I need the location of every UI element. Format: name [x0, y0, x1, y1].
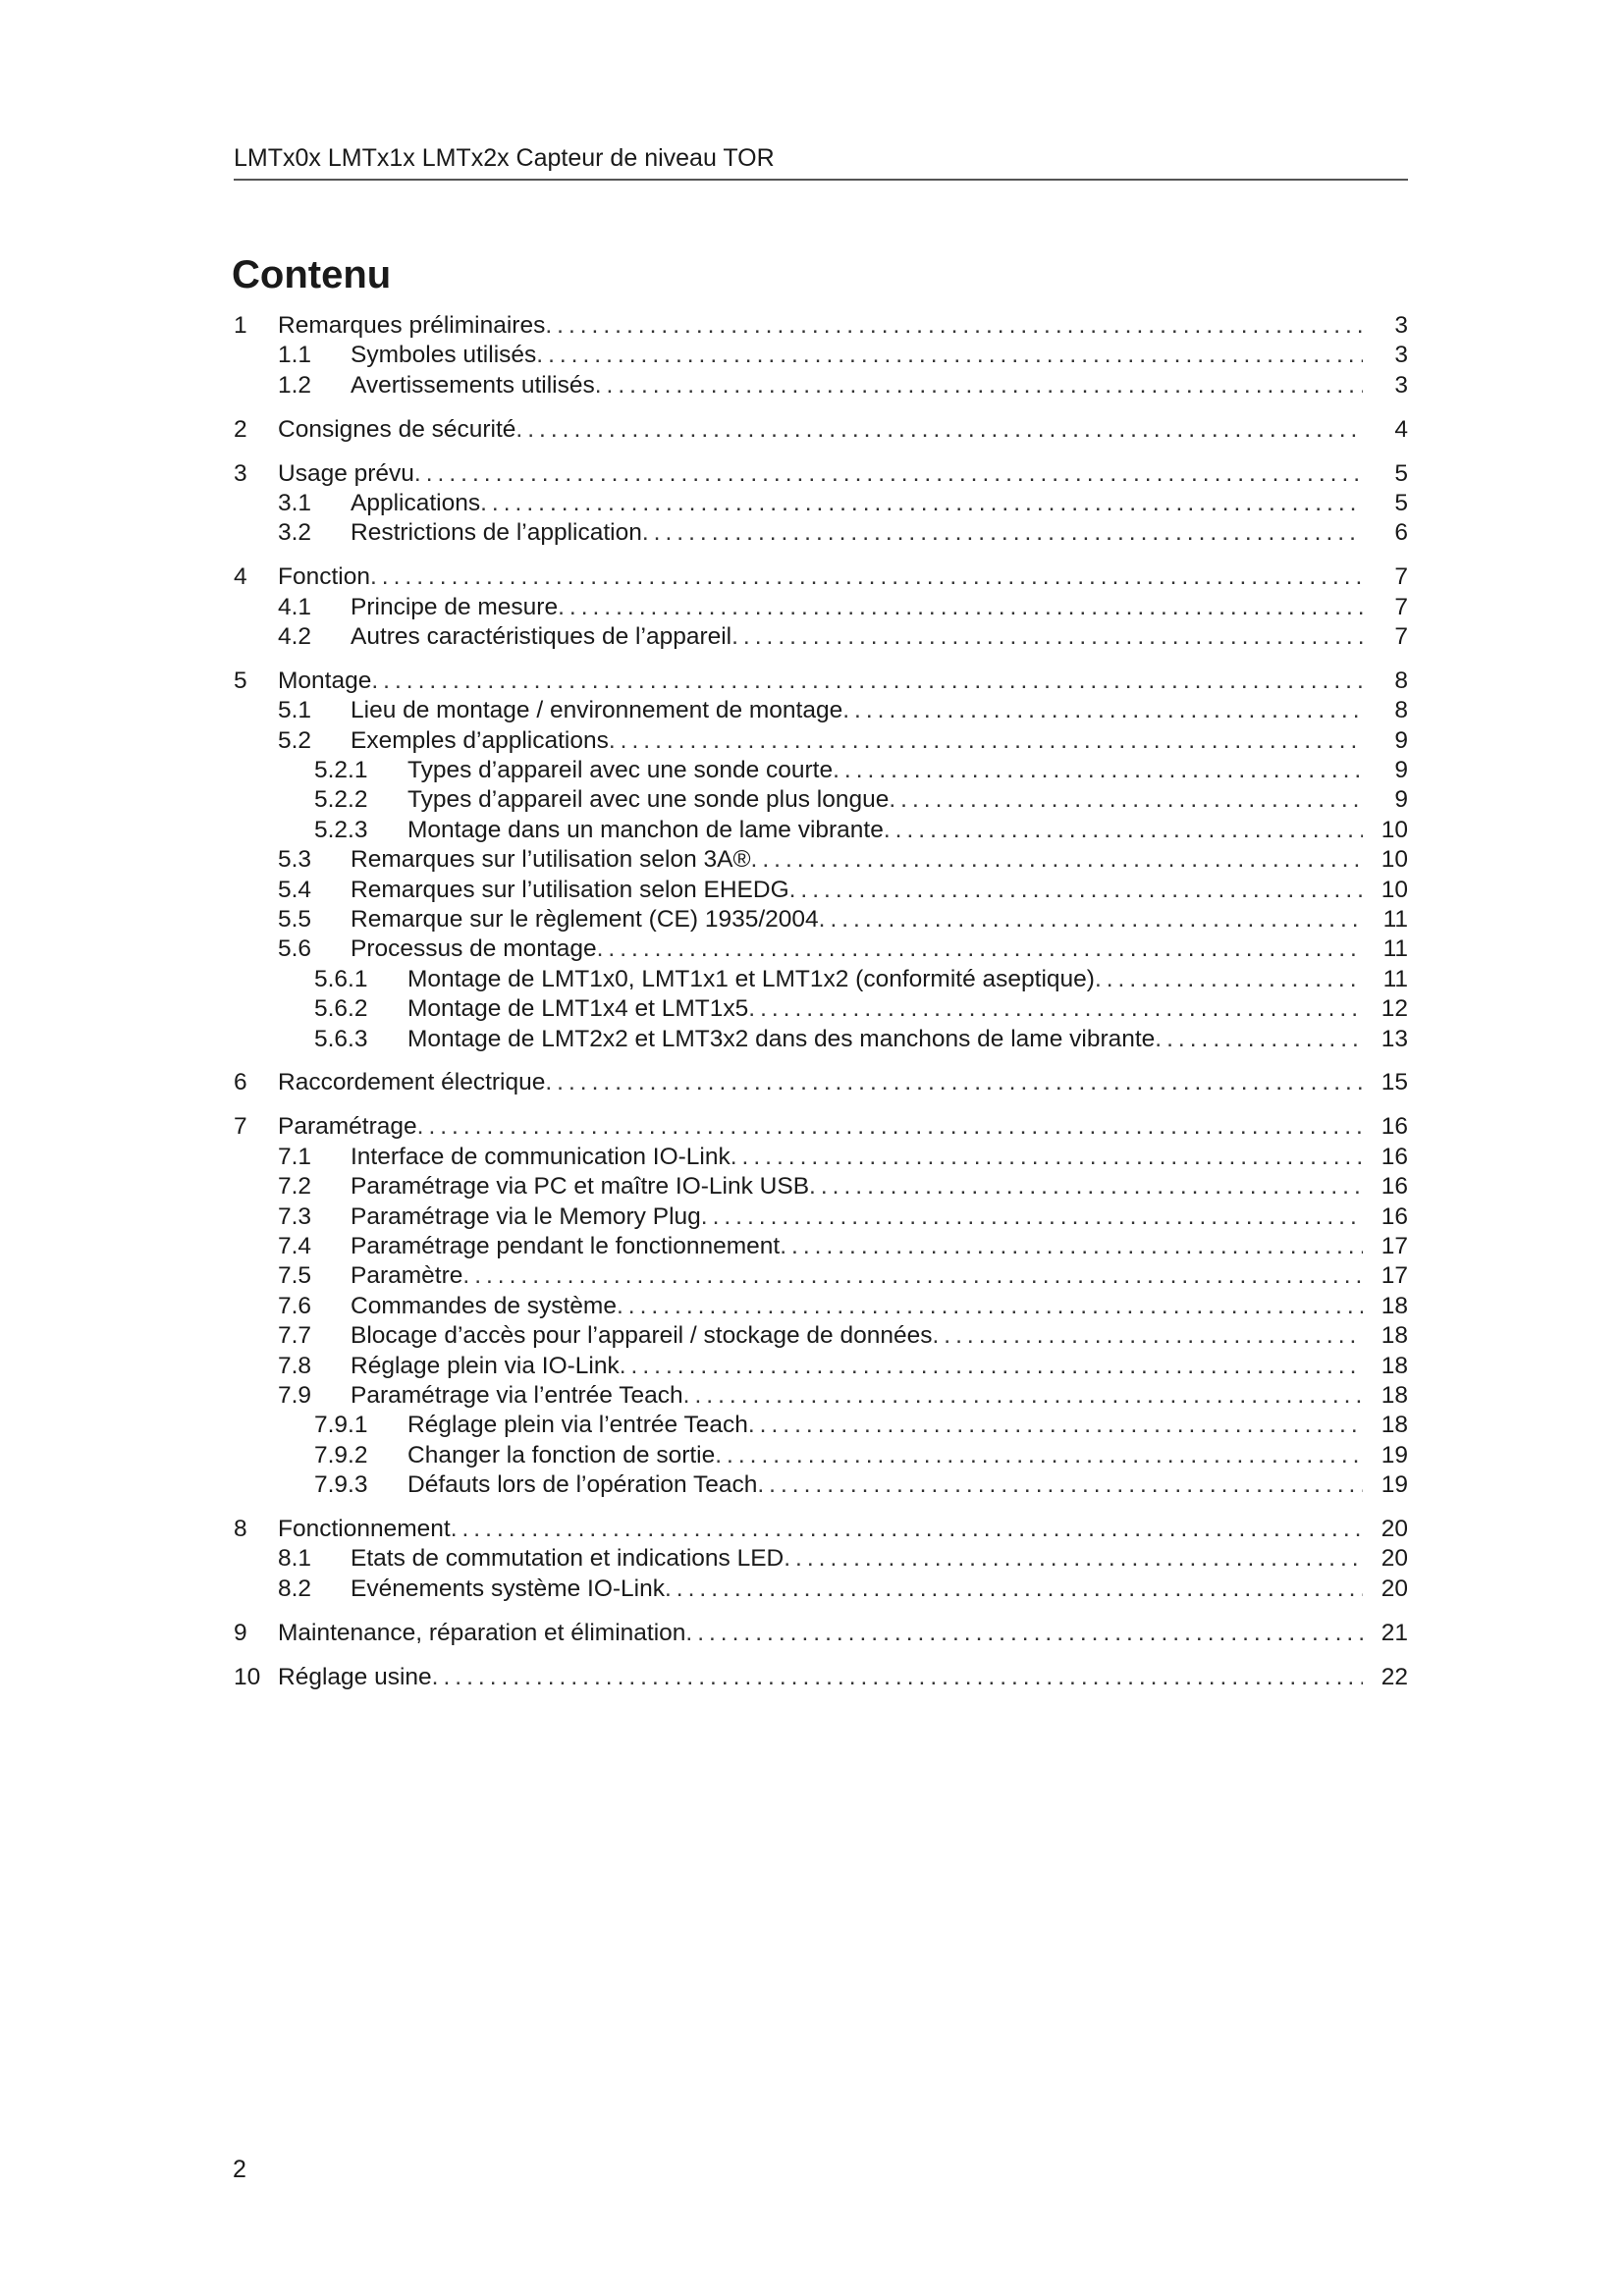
toc-entry-title: Paramétrage via l’entrée Teach	[351, 1381, 683, 1409]
toc-entry-title: Réglage plein via IO-Link	[351, 1352, 620, 1379]
toc-entry-level-2[interactable]	[234, 846, 1408, 876]
toc-leader-dots	[809, 1173, 1363, 1201]
toc-entry-number: 5.6	[278, 935, 312, 963]
toc-leader-dots	[1095, 966, 1363, 993]
toc-entry-level-2[interactable]	[234, 1575, 1408, 1605]
toc-entry-title: Remarques sur l’utilisation selon EHEDG	[351, 876, 789, 903]
toc-section	[234, 1069, 1408, 1098]
toc-entry-title: Types d’appareil avec une sonde plus longue	[407, 786, 890, 814]
toc-entry-title: Symboles utilisés	[351, 342, 537, 369]
toc-entry-number: 5.3	[278, 846, 312, 874]
table-of-contents	[234, 312, 1408, 1707]
toc-entry-number: 7.9.1	[314, 1412, 368, 1439]
toc-entry-page: 11	[1382, 935, 1408, 963]
toc-entry-page: 18	[1380, 1352, 1408, 1379]
toc-entry-level-2[interactable]	[234, 490, 1408, 519]
toc-entry-number: 5.2.1	[314, 757, 368, 784]
toc-entry-title: Fonction	[278, 563, 370, 591]
toc-leader-dots	[683, 1382, 1363, 1410]
toc-entry-title: Restrictions de l’application	[351, 519, 642, 547]
toc-entry-page: 16	[1380, 1173, 1408, 1201]
toc-entry-number: 2	[234, 415, 247, 443]
toc-leader-dots	[789, 877, 1363, 904]
running-header: LMTx0x LMTx1x LMTx2x Capteur de niveau TOR	[234, 143, 1408, 181]
toc-entry-page: 17	[1380, 1232, 1408, 1259]
toc-leader-dots	[462, 1262, 1363, 1290]
toc-entry-title: Paramétrage via PC et maître IO-Link USB	[351, 1173, 810, 1201]
toc-leader-dots	[784, 1545, 1363, 1573]
toc-entry-title: Remarques préliminaires	[278, 312, 546, 339]
toc-entry-level-2[interactable]	[234, 877, 1408, 906]
toc-leader-dots	[595, 372, 1363, 400]
toc-entry-title: Usage prévu	[278, 459, 414, 487]
toc-entry-title: Raccordement électrique	[278, 1069, 546, 1096]
toc-entry-level-2[interactable]	[234, 1293, 1408, 1322]
toc-entry-title: Paramètre	[351, 1262, 463, 1290]
toc-leader-dots	[780, 1233, 1363, 1260]
toc-entry-title: Types d’appareil avec une sonde courte	[407, 757, 834, 784]
toc-entry-level-2[interactable]	[234, 697, 1408, 726]
toc-entry-level-1[interactable]	[234, 460, 1408, 490]
toc-entry-level-3[interactable]	[234, 757, 1408, 786]
toc-entry-page: 9	[1394, 757, 1408, 784]
toc-entry-page: 20	[1380, 1575, 1408, 1602]
toc-entry-level-2[interactable]	[234, 1203, 1408, 1233]
toc-entry-page: 12	[1380, 995, 1408, 1023]
toc-entry-page: 22	[1380, 1663, 1408, 1690]
toc-entry-number: 4	[234, 563, 247, 591]
toc-entry-page: 3	[1394, 312, 1408, 339]
toc-entry-number: 7.5	[278, 1262, 312, 1290]
toc-entry-title: Blocage d’accès pour l’appareil / stockage de données	[351, 1322, 933, 1350]
toc-entry-title: Montage dans un manchon de lame vibrante	[407, 816, 884, 843]
toc-entry-page: 20	[1380, 1515, 1408, 1542]
toc-entry-page: 18	[1380, 1412, 1408, 1439]
toc-entry-level-2[interactable]	[234, 372, 1408, 401]
toc-entry-page: 13	[1380, 1025, 1408, 1052]
toc-entry-page: 17	[1380, 1262, 1408, 1290]
toc-entry-number: 5	[234, 667, 247, 694]
toc-entry-page: 18	[1380, 1322, 1408, 1350]
toc-entry-number: 3	[234, 459, 247, 487]
toc-entry-page: 7	[1394, 563, 1408, 591]
toc-entry-title: Applications	[351, 489, 481, 516]
toc-leader-dots	[432, 1664, 1363, 1691]
toc-entry-number: 7.1	[278, 1143, 312, 1170]
toc-entry-number: 7.2	[278, 1173, 312, 1201]
toc-leader-dots	[932, 1322, 1363, 1350]
toc-entry-page: 11	[1382, 965, 1408, 992]
toc-entry-level-2[interactable]	[234, 935, 1408, 965]
toc-entry-title: Défauts lors de l’opération Teach	[407, 1471, 758, 1499]
toc-entry-level-2[interactable]	[234, 342, 1408, 371]
toc-entry-level-2[interactable]	[234, 1233, 1408, 1262]
toc-entry-title: Réglage plein via l’entrée Teach	[407, 1412, 748, 1439]
toc-entry-level-2[interactable]	[234, 1173, 1408, 1202]
toc-leader-dots	[417, 1113, 1363, 1141]
toc-section	[234, 416, 1408, 446]
toc-entry-level-3[interactable]	[234, 1412, 1408, 1441]
toc-entry-number: 1.1	[278, 342, 312, 369]
toc-leader-dots	[597, 935, 1363, 963]
toc-entry-number: 3.1	[278, 489, 312, 516]
toc-entry-page: 19	[1380, 1471, 1408, 1499]
toc-entry-page: 10	[1380, 876, 1408, 903]
toc-entry-page: 7	[1394, 593, 1408, 620]
toc-entry-level-1[interactable]	[234, 1620, 1408, 1649]
toc-leader-dots	[609, 727, 1363, 755]
toc-entry-page: 10	[1380, 846, 1408, 874]
toc-leader-dots	[715, 1442, 1363, 1469]
toc-leader-dots	[370, 563, 1363, 591]
toc-entry-page: 5	[1394, 459, 1408, 487]
toc-entry-number: 5.5	[278, 906, 312, 934]
toc-entry-number: 7.8	[278, 1352, 312, 1379]
toc-entry-level-1[interactable]	[234, 667, 1408, 697]
toc-section	[234, 1516, 1408, 1605]
toc-entry-page: 18	[1380, 1381, 1408, 1409]
toc-entry-number: 5.2.3	[314, 816, 368, 843]
toc-leader-dots	[751, 846, 1363, 874]
toc-entry-level-3[interactable]	[234, 1471, 1408, 1501]
toc-entry-number: 7.9	[278, 1381, 312, 1409]
toc-leader-dots	[536, 342, 1363, 369]
toc-entry-number: 7	[234, 1113, 247, 1141]
toc-entry-level-3[interactable]	[234, 995, 1408, 1025]
toc-leader-dots	[617, 1293, 1363, 1320]
toc-entry-level-2[interactable]	[234, 623, 1408, 653]
toc-entry-page: 16	[1380, 1202, 1408, 1230]
toc-entry-number: 3.2	[278, 519, 312, 547]
toc-entry-page: 8	[1394, 697, 1408, 724]
toc-entry-page: 21	[1380, 1619, 1408, 1646]
toc-entry-number: 7.6	[278, 1292, 312, 1319]
toc-entry-page: 9	[1394, 726, 1408, 754]
toc-leader-dots	[833, 757, 1363, 784]
toc-section	[234, 460, 1408, 550]
toc-entry-page: 9	[1394, 786, 1408, 814]
toc-entry-level-1[interactable]	[234, 1664, 1408, 1693]
toc-entry-page: 3	[1394, 371, 1408, 399]
toc-entry-level-2[interactable]	[234, 1262, 1408, 1292]
toc-entry-level-2[interactable]	[234, 1545, 1408, 1575]
toc-entry-title: Interface de communication IO-Link	[351, 1143, 731, 1170]
toc-entry-number: 7.9.2	[314, 1441, 368, 1468]
toc-entry-number: 5.6.3	[314, 1025, 368, 1052]
toc-entry-page: 18	[1380, 1292, 1408, 1319]
toc-entry-level-1[interactable]	[234, 563, 1408, 593]
toc-entry-level-1[interactable]	[234, 1113, 1408, 1143]
toc-entry-title: Commandes de système	[351, 1292, 617, 1319]
toc-entry-title: Etats de commutation et indications LED	[351, 1545, 785, 1573]
toc-entry-title: Changer la fonction de sortie	[407, 1441, 716, 1468]
toc-entry-number: 7.7	[278, 1322, 312, 1350]
toc-entry-number: 1	[234, 312, 247, 339]
toc-leader-dots	[665, 1575, 1363, 1603]
toc-leader-dots	[731, 623, 1363, 651]
toc-entry-number: 4.1	[278, 593, 312, 620]
toc-entry-level-3[interactable]	[234, 817, 1408, 846]
toc-entry-number: 7.3	[278, 1202, 312, 1230]
toc-entry-level-2[interactable]	[234, 1353, 1408, 1382]
toc-entry-level-3[interactable]	[234, 786, 1408, 816]
toc-section	[234, 667, 1408, 1055]
toc-entry-title: Montage de LMT1x4 et LMT1x5	[407, 995, 749, 1023]
toc-entry-level-3[interactable]	[234, 966, 1408, 995]
toc-leader-dots	[757, 1471, 1363, 1499]
toc-entry-title: Avertissements utilisés	[351, 371, 595, 399]
toc-entry-page: 6	[1394, 519, 1408, 547]
toc-entry-title: Exemples d’applications	[351, 726, 609, 754]
toc-entry-title: Paramétrage pendant le fonctionnement	[351, 1232, 781, 1259]
toc-entry-number: 8.1	[278, 1545, 312, 1573]
toc-section	[234, 563, 1408, 653]
toc-section	[234, 312, 1408, 401]
toc-entry-title: Fonctionnement	[278, 1515, 451, 1542]
toc-entry-level-1[interactable]	[234, 416, 1408, 446]
toc-leader-dots	[731, 1144, 1363, 1171]
toc-entry-number: 8	[234, 1515, 247, 1542]
toc-entry-level-2[interactable]	[234, 1322, 1408, 1352]
toc-entry-number: 5.1	[278, 697, 312, 724]
toc-entry-title: Remarques sur l’utilisation selon 3A®	[351, 846, 751, 874]
toc-entry-number: 5.6.2	[314, 995, 368, 1023]
toc-leader-dots	[558, 594, 1363, 621]
toc-leader-dots	[889, 786, 1363, 814]
toc-entry-title: Evénements système IO-Link	[351, 1575, 665, 1602]
toc-entry-title: Autres caractéristiques de l’appareil	[351, 623, 732, 651]
toc-leader-dots	[620, 1353, 1363, 1380]
toc-entry-title: Montage	[278, 667, 372, 694]
toc-entry-page: 19	[1380, 1441, 1408, 1468]
toc-entry-number: 9	[234, 1619, 247, 1646]
toc-entry-level-2[interactable]	[234, 1144, 1408, 1173]
toc-entry-page: 3	[1394, 342, 1408, 369]
toc-entry-level-3[interactable]	[234, 1026, 1408, 1055]
toc-entry-number: 1.2	[278, 371, 312, 399]
toc-entry-number: 5.4	[278, 876, 312, 903]
toc-entry-title: Lieu de montage / environnement de montage	[351, 697, 843, 724]
toc-leader-dots	[451, 1516, 1363, 1543]
toc-leader-dots	[819, 906, 1363, 934]
toc-entry-page: 5	[1394, 489, 1408, 516]
toc-leader-dots	[842, 697, 1363, 724]
toc-leader-dots	[545, 312, 1363, 340]
toc-entry-level-1[interactable]	[234, 312, 1408, 342]
toc-entry-page: 16	[1380, 1143, 1408, 1170]
toc-entry-number: 4.2	[278, 623, 312, 651]
toc-leader-dots	[545, 1069, 1363, 1096]
toc-entry-page: 7	[1394, 623, 1408, 651]
toc-entry-title: Consignes de sécurité	[278, 415, 516, 443]
toc-leader-dots	[642, 519, 1363, 547]
toc-entry-page: 8	[1394, 667, 1408, 694]
toc-entry-level-2[interactable]	[234, 594, 1408, 623]
toc-entry-title: Maintenance, réparation et élimination	[278, 1619, 686, 1646]
toc-leader-dots	[748, 1412, 1363, 1439]
page-title: Contenu	[232, 253, 392, 296]
toc-entry-level-2[interactable]	[234, 906, 1408, 935]
toc-entry-number: 7.4	[278, 1232, 312, 1259]
toc-section	[234, 1664, 1408, 1693]
toc-leader-dots	[414, 460, 1363, 488]
toc-entry-title: Remarque sur le règlement (CE) 1935/2004	[351, 906, 819, 934]
toc-entry-level-2[interactable]	[234, 1382, 1408, 1412]
toc-entry-page: 20	[1380, 1545, 1408, 1573]
toc-leader-dots	[748, 995, 1363, 1023]
toc-leader-dots	[480, 490, 1363, 517]
toc-entry-title: Montage de LMT2x2 et LMT3x2 dans des manchons de lame vibrante	[407, 1025, 1156, 1052]
toc-entry-page: 11	[1382, 906, 1408, 934]
toc-entry-level-2[interactable]	[234, 519, 1408, 549]
toc-entry-level-1[interactable]	[234, 1069, 1408, 1098]
toc-section	[234, 1113, 1408, 1501]
toc-entry-number: 7.9.3	[314, 1471, 368, 1499]
toc-leader-dots	[884, 817, 1363, 844]
toc-entry-level-3[interactable]	[234, 1442, 1408, 1471]
toc-entry-page: 16	[1380, 1113, 1408, 1141]
toc-entry-page: 15	[1380, 1069, 1408, 1096]
toc-leader-dots	[685, 1620, 1363, 1647]
toc-entry-number: 5.6.1	[314, 965, 368, 992]
toc-entry-page: 4	[1394, 415, 1408, 443]
toc-entry-title: Réglage usine	[278, 1663, 432, 1690]
toc-entry-title: Processus de montage	[351, 935, 597, 963]
toc-leader-dots	[515, 416, 1363, 444]
page-number: 2	[233, 2156, 246, 2183]
toc-entry-number: 8.2	[278, 1575, 312, 1602]
toc-entry-number: 5.2	[278, 726, 312, 754]
toc-entry-level-2[interactable]	[234, 727, 1408, 757]
toc-entry-title: Montage de LMT1x0, LMT1x1 et LMT1x2 (conformité aseptique)	[407, 965, 1095, 992]
toc-leader-dots	[1155, 1026, 1363, 1053]
toc-entry-level-1[interactable]	[234, 1516, 1408, 1545]
toc-entry-number: 5.2.2	[314, 786, 368, 814]
toc-entry-title: Principe de mesure	[351, 593, 559, 620]
toc-entry-title: Paramétrage via le Memory Plug	[351, 1202, 701, 1230]
toc-entry-number: 10	[234, 1663, 261, 1690]
toc-leader-dots	[701, 1203, 1363, 1231]
toc-entry-title: Paramétrage	[278, 1113, 417, 1141]
toc-entry-number: 6	[234, 1069, 247, 1096]
toc-entry-page: 10	[1380, 816, 1408, 843]
toc-leader-dots	[371, 667, 1363, 695]
toc-section	[234, 1620, 1408, 1649]
